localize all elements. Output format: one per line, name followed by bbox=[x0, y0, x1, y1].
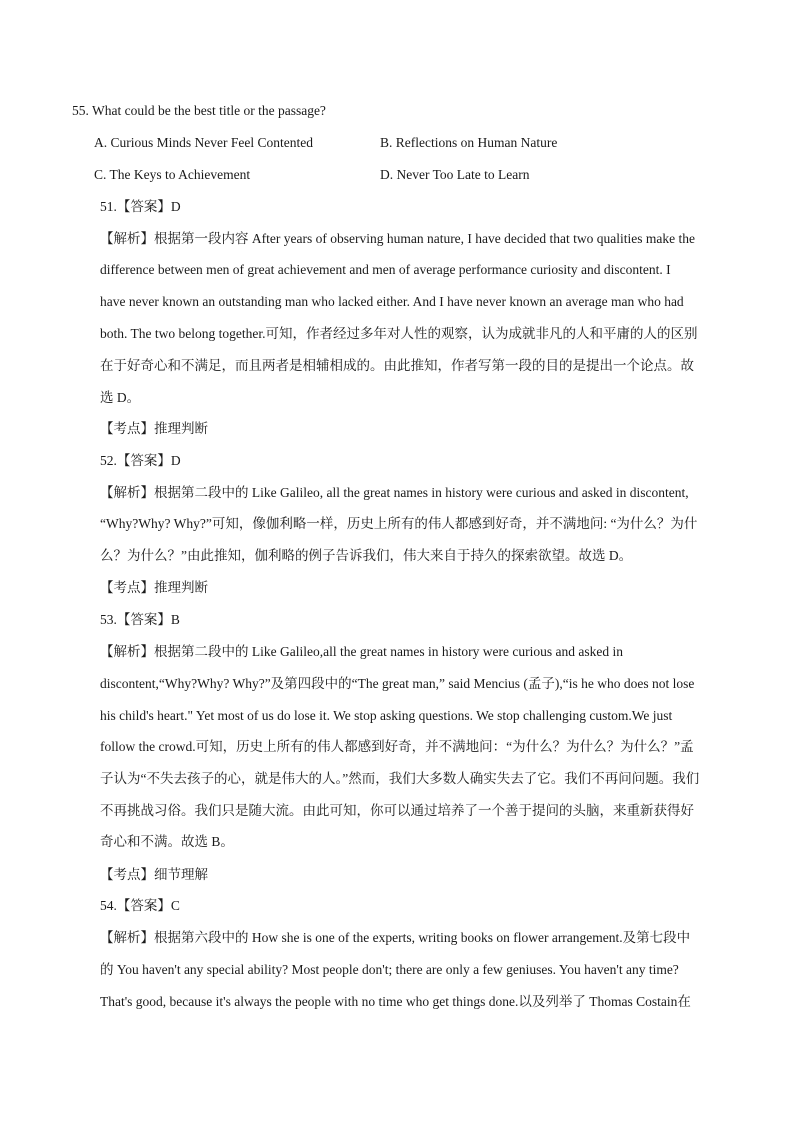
analysis-54-line: 【解析】根据第六段中的 How she is one of the experts, writing books on flower arrangement.及第七段中 bbox=[100, 930, 691, 945]
analysis-53-line: his child's heart." Yet most of us do lose it. We stop asking questions. We stop challenging custom.We just bbox=[100, 708, 673, 723]
analysis-53-line: 【解析】根据第二段中的 Like Galileo,all the great names in history were curious and asked in bbox=[100, 644, 624, 659]
analysis-52-line: “Why?Why? Why?”可知，像伽利略一样，历史上所有的伟人都感到好奇，并不满地问: “为什么？为什 bbox=[100, 516, 698, 531]
option-d: D. Never Too Late to Learn bbox=[380, 167, 530, 182]
analysis-53-line: 奇心和不满。故选 B。 bbox=[100, 834, 234, 849]
analysis-51-line: 在于好奇心和不满足，而且两者是相辅相成的。由此推知，作者写第一段的目的是提出一个论点。故 bbox=[100, 358, 694, 373]
analysis-53-line: follow the crowd.可知，历史上所有的伟人都感到好奇，并不满地问：“为什么？为什么？为什么？”孟 bbox=[100, 739, 694, 754]
analysis-53-line: 子认为“不失去孩子的心，就是伟大的人。”然而，我们大多数人确实失去了它。我们不再问问题。我们 bbox=[100, 771, 700, 786]
analysis-51-line: 【解析】根据第一段内容 After years of observing human nature, I have decided that two qualities make the bbox=[100, 231, 695, 246]
answer-52-heading: 52.【答案】D bbox=[100, 453, 181, 468]
analysis-51-line: both. The two belong together.可知，作者经过多年对人性的观察，认为成就非凡的人和平庸的人的区别 bbox=[100, 326, 698, 341]
analysis-52-line: 【解析】根据第二段中的 Like Galileo, all the great names in history were curious and asked in discontent, bbox=[100, 485, 689, 500]
analysis-51-line: 选 D。 bbox=[100, 390, 141, 405]
analysis-54-line: 的 You haven't any special ability? Most people don't; there are only a few geniuses. You haven't any time? bbox=[100, 962, 679, 977]
kaodian-52: 【考点】推理判断 bbox=[100, 580, 208, 595]
analysis-53-line: 不再挑战习俗。我们只是随大流。由此可知，你可以通过培养了一个善于提问的头脑，来重新获得好 bbox=[100, 803, 694, 818]
analysis-54-line: That's good, because it's always the people with no time who get things done.以及列举了 Thomas Costain在 bbox=[100, 994, 691, 1009]
kaodian-53: 【考点】细节理解 bbox=[100, 867, 208, 882]
kaodian-51: 【考点】推理判断 bbox=[100, 421, 208, 436]
option-b: B. Reflections on Human Nature bbox=[380, 135, 558, 150]
analysis-51-line: difference between men of great achievement and men of average performance curiosity and discontent. I bbox=[100, 262, 671, 277]
option-c: C. The Keys to Achievement bbox=[94, 167, 251, 182]
analysis-53-line: discontent,“Why?Why? Why?”及第四段中的“The great man,” said Mencius (孟子),“is he who does not lose bbox=[100, 676, 695, 691]
answer-53-heading: 53.【答案】B bbox=[100, 612, 180, 627]
question-stem: 55. What could be the best title or the passage? bbox=[72, 103, 326, 118]
answer-51-heading: 51.【答案】D bbox=[100, 199, 181, 214]
answer-54-heading: 54.【答案】C bbox=[100, 898, 180, 913]
analysis-52-line: 么？为什么？”由此推知，伽利略的例子告诉我们，伟大来自于持久的探索欲望。故选 D。 bbox=[100, 548, 633, 563]
analysis-51-line: have never known an outstanding man who lacked either. And I have never known an average man who had bbox=[100, 294, 684, 309]
option-a: A. Curious Minds Never Feel Contented bbox=[94, 135, 313, 150]
